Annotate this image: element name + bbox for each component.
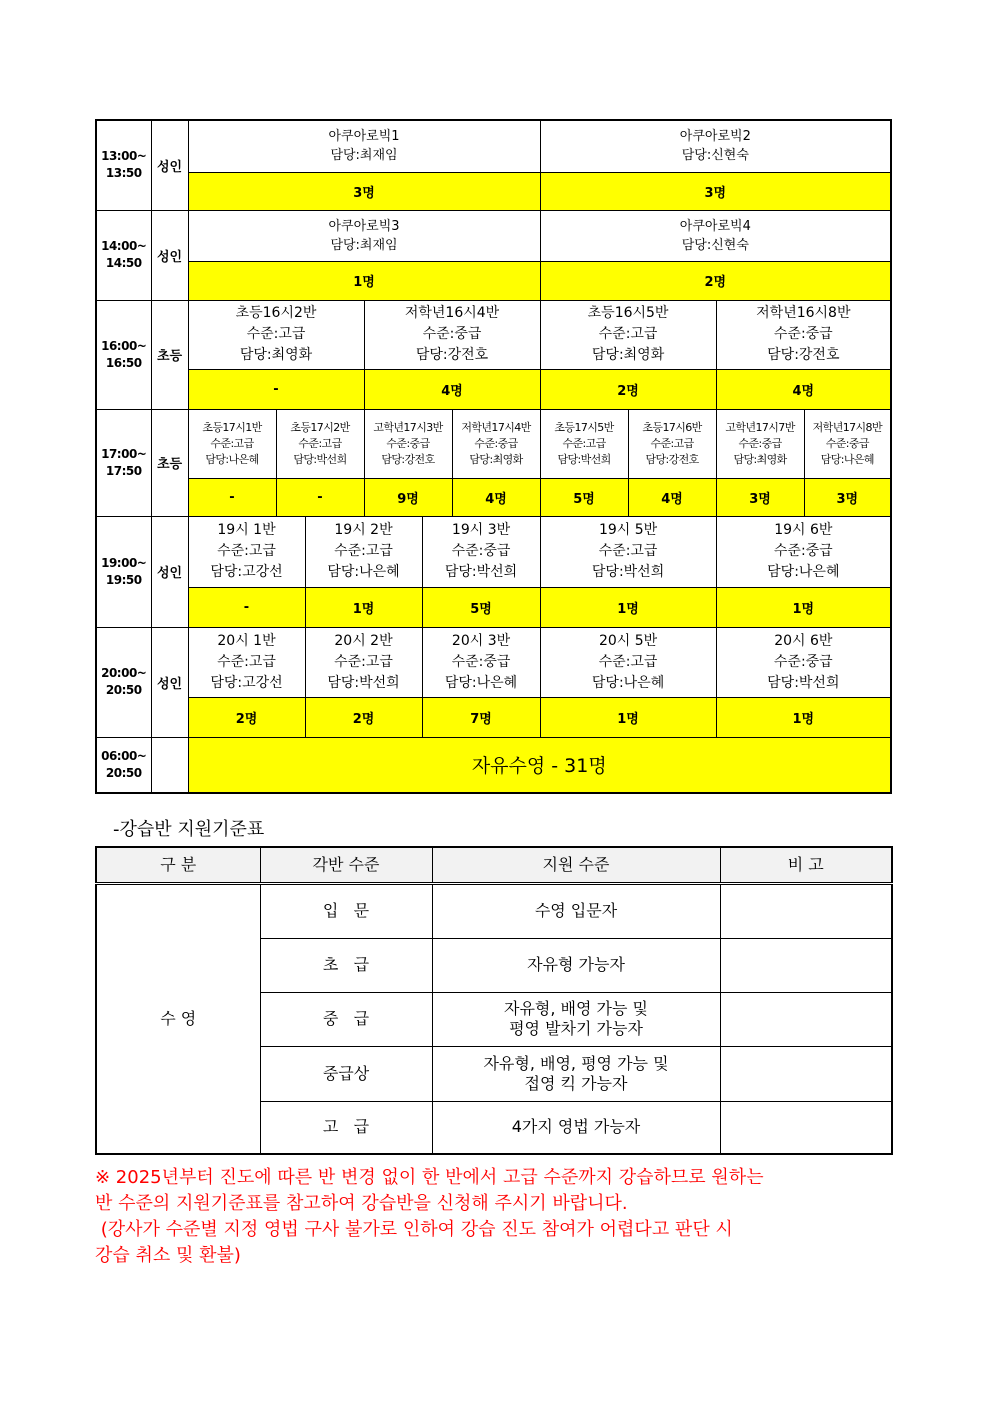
support-cell: 자유형, 배영 가능 및 평영 발차기 가능자 [432, 992, 720, 1046]
support-cell: 자유형 가능자 [432, 938, 720, 992]
time-cell: 13:00~ 13:50 [96, 120, 151, 210]
schedule-row-2000 [96, 627, 891, 697]
category-cell: 성인 [151, 120, 188, 210]
class-info: 아쿠아로빅3 담당:최재임 [188, 210, 540, 261]
class-info: 초등17시1반 수준:고급 담당:나은혜 [188, 409, 276, 478]
criteria-row [96, 883, 892, 938]
class-info: 저학년16시4반 수준:중급 담당:강전호 [364, 300, 540, 369]
note-cell [720, 883, 892, 938]
enrollment-count: 4명 [628, 478, 716, 516]
header-support-level: 지원 수준 [432, 847, 720, 883]
header-note: 비 고 [720, 847, 892, 883]
schedule-row-1400 [96, 210, 891, 261]
enrollment-count: 5명 [540, 478, 628, 516]
class-info: 20시 1반 수준:고급 담당:고강선 [188, 627, 305, 697]
category-cell: 성인 [151, 210, 188, 300]
class-info: 초등16시2반 수준:고급 담당:최영화 [188, 300, 364, 369]
class-info: 저학년16시8반 수준:중급 담당:강전호 [716, 300, 891, 369]
time-cell: 16:00~ 16:50 [96, 300, 151, 409]
class-info: 19시 1반 수준:고급 담당:고강선 [188, 516, 305, 587]
class-info: 초등17시2반 수준:고급 담당:박선희 [276, 409, 364, 478]
enrollment-count: 4명 [364, 369, 540, 409]
enrollment-count: 5명 [422, 587, 540, 627]
count-row [96, 261, 891, 300]
enrollment-count: - [188, 587, 305, 627]
class-info: 19시 6반 수준:중급 담당:나은혜 [716, 516, 891, 587]
criteria-header-row [96, 847, 892, 883]
notice-line: 강습 취소 및 환불) [95, 1245, 241, 1266]
category-cell: 성인 [151, 627, 188, 737]
note-cell [720, 938, 892, 992]
class-info: 초등17시5반 수준:고급 담당:박선희 [540, 409, 628, 478]
time-cell: 19:00~ 19:50 [96, 516, 151, 627]
class-info: 20시 2반 수준:고급 담당:박선희 [305, 627, 422, 697]
support-cell: 수영 입문자 [432, 883, 720, 938]
free-swim-count: 자유수영 - 31명 [188, 737, 891, 793]
enrollment-count: 1명 [540, 697, 716, 737]
category-cell: 초등 [151, 409, 188, 516]
category-cell: 수 영 [96, 883, 260, 1154]
note-cell [720, 1101, 892, 1154]
support-cell: 4가지 영법 가능자 [432, 1101, 720, 1154]
count-row [96, 697, 891, 737]
notice-line: 반 수준의 지원기준표를 참고하여 강습반을 신청해 주시기 바랍니다. [95, 1193, 628, 1214]
count-row [96, 172, 891, 210]
enrollment-count: 7명 [422, 697, 540, 737]
count-row [96, 478, 891, 516]
enrollment-count: - [276, 478, 364, 516]
count-row [96, 587, 891, 627]
class-info: 20시 3반 수준:중급 담당:나은혜 [422, 627, 540, 697]
header-category: 구 분 [96, 847, 260, 883]
class-info: 저학년17시4반 수준:중급 담당:최영화 [452, 409, 540, 478]
header-class-level: 각반 수준 [260, 847, 432, 883]
enrollment-count: 1명 [716, 697, 891, 737]
class-info: 초등16시5반 수준:고급 담당:최영화 [540, 300, 716, 369]
class-info: 초등17시6반 수준:고급 담당:강전호 [628, 409, 716, 478]
notice-line: (강사가 수준별 지정 영법 구사 불가로 인하여 강습 진도 참여가 어렵다고 판단 시 [95, 1219, 733, 1240]
class-schedule-table [95, 119, 892, 794]
level-cell: 중 급 [260, 992, 432, 1046]
schedule-row-1600 [96, 300, 891, 369]
schedule-row-free-swim [96, 737, 891, 793]
time-cell: 20:00~ 20:50 [96, 627, 151, 737]
class-info: 20시 5반 수준:고급 담당:나은혜 [540, 627, 716, 697]
enrollment-count: 2명 [540, 261, 891, 300]
class-info: 20시 6반 수준:중급 담당:박선희 [716, 627, 891, 697]
level-cell: 고 급 [260, 1101, 432, 1154]
enrollment-count: 2명 [188, 697, 305, 737]
note-cell [720, 992, 892, 1046]
enrollment-count: 9명 [364, 478, 452, 516]
enrollment-count: 2명 [540, 369, 716, 409]
enrollment-count: - [188, 369, 364, 409]
class-info: 아쿠아로빅2 담당:신현숙 [540, 120, 891, 172]
class-info: 고학년17시3반 수준:중급 담당:강전호 [364, 409, 452, 478]
enrollment-count: 1명 [540, 587, 716, 627]
enrollment-count: 4명 [452, 478, 540, 516]
class-info: 고학년17시7반 수준:중급 담당:최영화 [716, 409, 804, 478]
class-info: 19시 5반 수준:고급 담당:박선희 [540, 516, 716, 587]
class-info: 19시 3반 수준:중급 담당:박선희 [422, 516, 540, 587]
time-cell: 14:00~ 14:50 [96, 210, 151, 300]
level-cell: 입 문 [260, 883, 432, 938]
enrollment-count: 1명 [716, 587, 891, 627]
enrollment-count: 2명 [305, 697, 422, 737]
category-cell [151, 737, 188, 793]
enrollment-count: - [188, 478, 276, 516]
enrollment-count: 1명 [305, 587, 422, 627]
level-cell: 중급상 [260, 1046, 432, 1101]
section-title: -강습반 지원기준표 [113, 819, 265, 840]
schedule-row-1700 [96, 409, 891, 478]
category-cell: 초등 [151, 300, 188, 409]
category-cell: 성인 [151, 516, 188, 627]
time-cell: 17:00~ 17:50 [96, 409, 151, 516]
notice-text [95, 1165, 895, 1269]
notice-line: ※ 2025년부터 진도에 따른 반 변경 없이 한 반에서 고급 수준까지 강습하므로 원하는 [95, 1167, 764, 1188]
enrollment-count: 1명 [188, 261, 540, 300]
enrollment-count: 3명 [716, 478, 804, 516]
class-info: 아쿠아로빅4 담당:신현숙 [540, 210, 891, 261]
schedule-row-1900 [96, 516, 891, 587]
enrollment-count: 3명 [540, 172, 891, 210]
schedule-row-1300 [96, 120, 891, 172]
level-cell: 초 급 [260, 938, 432, 992]
enrollment-count: 4명 [716, 369, 891, 409]
class-info: 아쿠아로빅1 담당:최재임 [188, 120, 540, 172]
enrollment-count: 3명 [188, 172, 540, 210]
class-info: 19시 2반 수준:고급 담당:나은혜 [305, 516, 422, 587]
support-criteria-table [95, 846, 893, 1155]
count-row [96, 369, 891, 409]
enrollment-count: 3명 [804, 478, 891, 516]
class-info: 저학년17시8반 수준:중급 담당:나은혜 [804, 409, 891, 478]
time-cell: 06:00~ 20:50 [96, 737, 151, 793]
support-cell: 자유형, 배영, 평영 가능 및 접영 킥 가능자 [432, 1046, 720, 1101]
note-cell [720, 1046, 892, 1101]
